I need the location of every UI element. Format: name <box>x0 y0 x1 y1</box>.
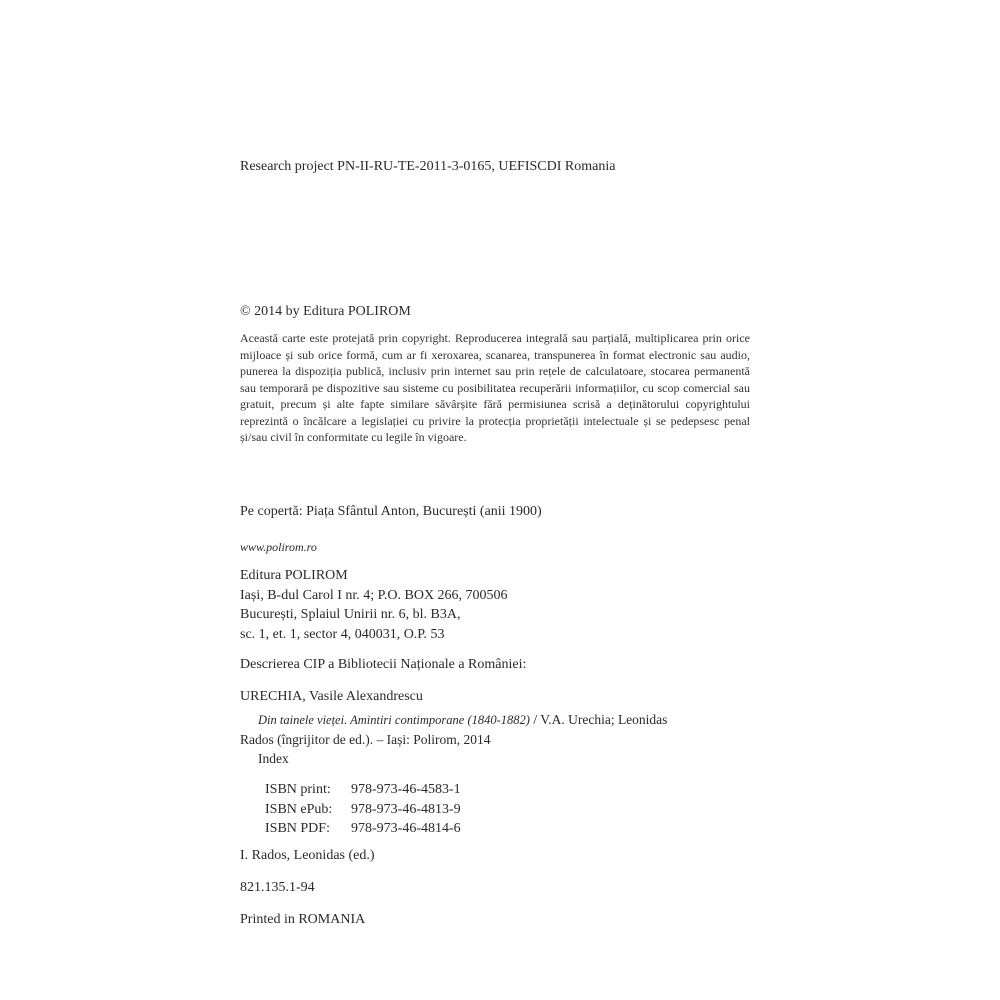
cip-classification: 821.135.1-94 <box>240 880 315 895</box>
publisher-address-block <box>240 566 508 644</box>
isbn-value: 978-973-46-4813-9 <box>351 801 461 817</box>
isbn-value: 978-973-46-4814-6 <box>351 821 461 836</box>
publisher-address-bucuresti-detail: sc. 1, et. 1, sector 4, 040031, O.P. 53 <box>240 626 445 642</box>
cip-responsibility: / V.A. Urechia; Leonidas <box>529 712 668 727</box>
isbn-label: ISBN ePub: <box>265 801 333 817</box>
research-project-line: Research project PN-II-RU-TE-2011-3-0165, UEFISCDI Romania <box>240 159 616 174</box>
cip-book-title: Din tainele vieței. Amintiri contimporane (1840-1882) <box>258 713 530 727</box>
isbn-value: 978-973-46-4583-1 <box>351 782 461 797</box>
cip-index: Index <box>258 751 289 766</box>
copyright-line: © 2014 by Editura POLIROM <box>240 304 411 319</box>
cip-editor-entry: I. Rados, Leonidas (ed.) <box>240 848 375 863</box>
publisher-address-iasi: Iași, B-dul Carol I nr. 4; P.O. BOX 266, 700506 <box>240 587 508 603</box>
printed-in: Printed in ROMANIA <box>240 912 366 927</box>
cip-continuation: Rados (îngrijitor de ed.). – Iași: Polirom, 2014 <box>240 732 491 747</box>
isbn-block <box>265 780 461 839</box>
website-link[interactable]: www.polirom.ro <box>240 540 317 554</box>
isbn-label: ISBN PDF: <box>265 821 330 836</box>
cip-description <box>240 710 750 768</box>
isbn-label: ISBN print: <box>265 782 331 797</box>
isbn-row <box>265 780 461 800</box>
publisher-address-bucuresti: București, Splaiul Unirii nr. 6, bl. B3A, <box>240 607 461 622</box>
publisher-name: Editura POLIROM <box>240 568 348 583</box>
isbn-row <box>265 800 461 820</box>
isbn-row <box>265 819 461 839</box>
copyright-notice: Această carte este protejată prin copyright. Reproducerea integrală sau parțială, multiplicarea prin orice mijloace și sub orice formă, cum ar fi xeroxarea, scanarea, transpunerea în format electronic sau audio, punerea la dispoziția publică, inclusiv prin internet sau prin rețele de calculatoare, stocarea permanentă sau temporară pe dispozitive sau sisteme cu posibilitatea recuperării informațiilor, cu scop comercial sau gratuit, precum și alte fapte similare săvârșite fără permisiunea scrisă a deținătorului copyrightului reprezintă o încălcare a legislației cu privire la protecția proprietății intelectuale și se pedepsesc penal și/sau civil în conformitate cu legile în vigoare. <box>240 331 750 444</box>
cip-heading: Descrierea CIP a Bibliotecii Naționale a României: <box>240 657 527 672</box>
cip-author: URECHIA, Vasile Alexandrescu <box>240 689 423 704</box>
cover-note: Pe copertă: Piața Sfântul Anton, București (anii 1900) <box>240 504 542 519</box>
